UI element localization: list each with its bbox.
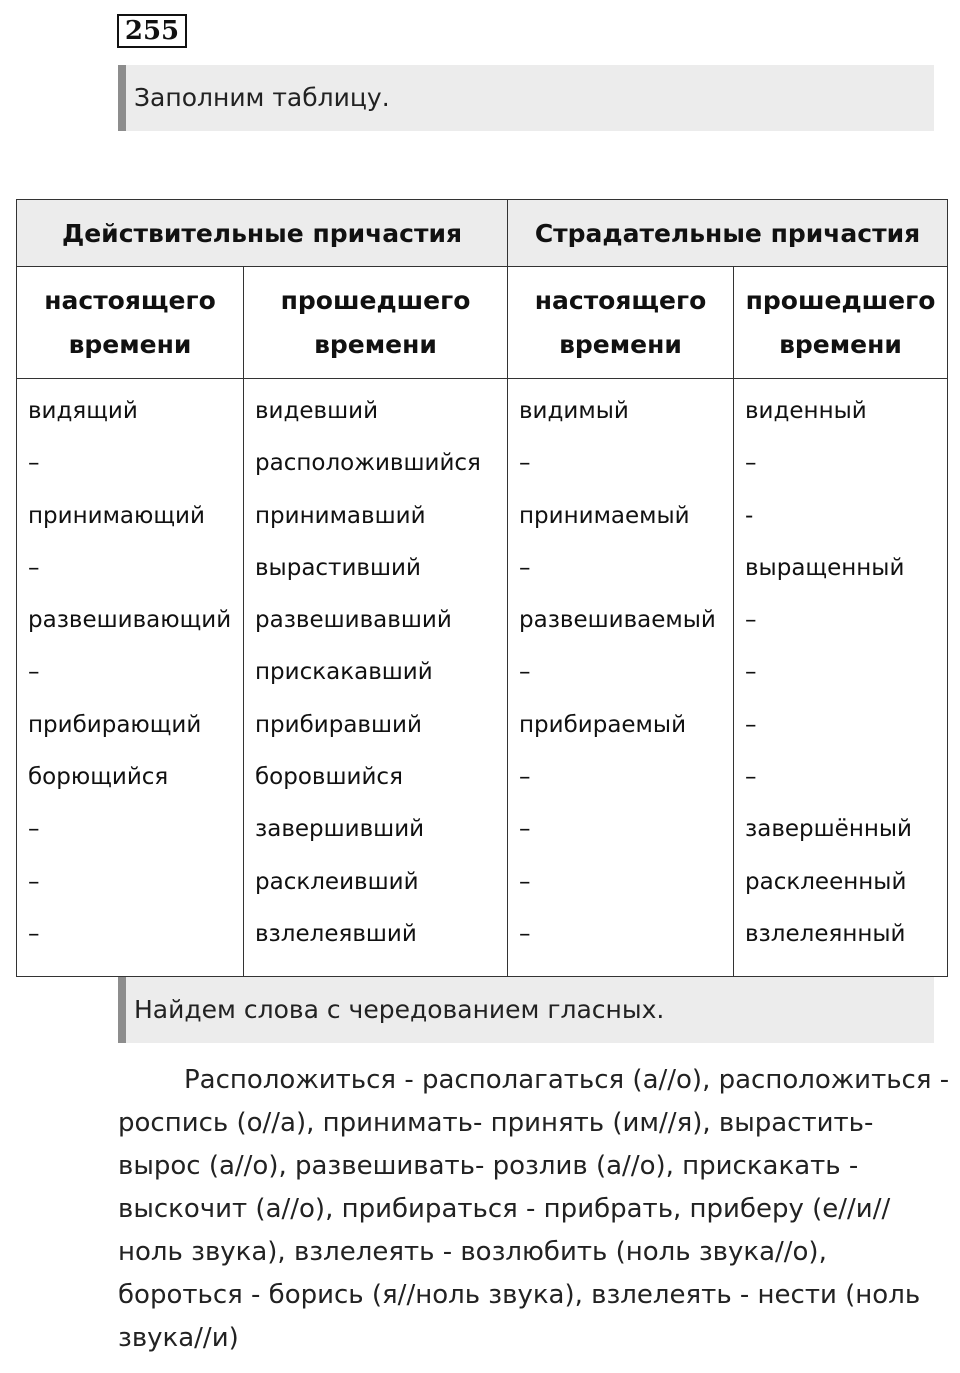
column-passive-past: [734, 379, 948, 977]
header-active-participles: Действительные причастия: [17, 200, 508, 267]
table-cell: –: [519, 920, 531, 947]
table-cell: прибираемый: [519, 711, 687, 738]
header-line: настоящего: [44, 285, 216, 315]
table-cell: развешивающий: [28, 607, 232, 634]
table-cell: завершивший: [255, 816, 425, 843]
table-cell: –: [745, 450, 757, 477]
header-line: прошедшего: [280, 285, 471, 315]
paragraph-line: бороться - борись (я//ноль звука), взлелеять - нести (ноль: [118, 1280, 921, 1310]
table-cell: –: [745, 607, 757, 634]
table-tense-header-row: [17, 267, 948, 379]
table-cell: –: [28, 868, 40, 895]
header-passive-present: [508, 267, 734, 379]
table-body-row: [17, 379, 948, 977]
table-cell: принимавший: [255, 502, 426, 529]
table-cell: прискакавший: [255, 659, 433, 686]
paragraph-line: вырос (а//о), развешивать- розлив (а//о), прискакать -: [118, 1151, 859, 1181]
alternation-paragraph: [118, 1059, 950, 1360]
header-line: времени: [559, 329, 682, 359]
table-cell: видящий: [28, 398, 138, 424]
table-cell: –: [519, 450, 531, 477]
paragraph-line: выскочит (а//о), прибираться - прибрать, приберу (е//и//: [118, 1194, 891, 1224]
table-cell: –: [745, 659, 757, 686]
table-cell: боровшийся: [255, 764, 403, 791]
table-cell: расклеенный: [745, 868, 907, 895]
header-line: времени: [68, 329, 192, 359]
table-cell: виденный: [745, 398, 867, 424]
table-cell: прибиравший: [255, 711, 422, 738]
paragraph-line: звука//и): [118, 1323, 239, 1353]
table-cell: –: [519, 659, 531, 686]
table-cell: выращенный: [745, 554, 905, 581]
header-active-present: [17, 267, 244, 379]
header-passive-participles: Страдательные причастия: [508, 200, 948, 267]
table-cell: вырастивший: [255, 554, 421, 581]
table-cell: принимающий: [28, 502, 205, 529]
table-cell: видимый: [519, 398, 629, 424]
header-passive-past: [734, 267, 948, 379]
table-cell: прибирающий: [28, 711, 202, 738]
table-cell: -: [745, 502, 754, 529]
paragraph-line: Расположиться - располагаться (а//о), расположиться -: [184, 1065, 950, 1095]
table-cell: –: [519, 764, 531, 791]
table-cell: –: [28, 554, 40, 581]
column-active-present: [17, 379, 244, 977]
paragraph-line: ноль звука), взлелеять - возлюбить (ноль звука//о),: [118, 1237, 827, 1267]
table-cell: взлелеянный: [745, 920, 906, 947]
table-cell: –: [28, 450, 40, 477]
table-cell: развешиваемый: [519, 607, 716, 634]
table-cell: завершённый: [745, 816, 913, 843]
column-passive-present: [508, 379, 734, 977]
table-cell: –: [28, 816, 40, 843]
header-line: времени: [314, 329, 437, 359]
table-cell: расклеивший: [255, 868, 419, 895]
table-cell: –: [28, 920, 40, 947]
table-cell: –: [745, 711, 757, 738]
table-cell: видевший: [255, 398, 379, 424]
participles-table: [16, 199, 948, 977]
exercise-number: 255: [117, 14, 187, 48]
table-cell: –: [519, 554, 531, 581]
table-cell: –: [745, 764, 757, 791]
paragraph-line: роспись (о//а), принимать- принять (им//я), вырастить-: [118, 1108, 874, 1138]
header-line: времени: [779, 329, 902, 359]
header-line: настоящего: [534, 285, 707, 315]
table-cell: принимаемый: [519, 502, 690, 529]
table-cell: расположившийся: [255, 450, 481, 477]
table-cell: –: [519, 868, 531, 895]
table-cell: –: [28, 659, 40, 686]
table-group-header-row: [17, 200, 948, 267]
table-cell: развешивавший: [255, 607, 452, 634]
instruction-find-alternation: Найдем слова с чередованием гласных.: [118, 977, 934, 1043]
table-cell: –: [519, 816, 531, 843]
instruction-fill-table: Заполним таблицу.: [118, 65, 934, 131]
header-line: прошедшего: [745, 285, 936, 315]
table-cell: борющийся: [28, 764, 169, 791]
header-active-past: [244, 267, 508, 379]
table-cell: взлелеявший: [255, 920, 417, 947]
column-active-past: [244, 379, 508, 977]
